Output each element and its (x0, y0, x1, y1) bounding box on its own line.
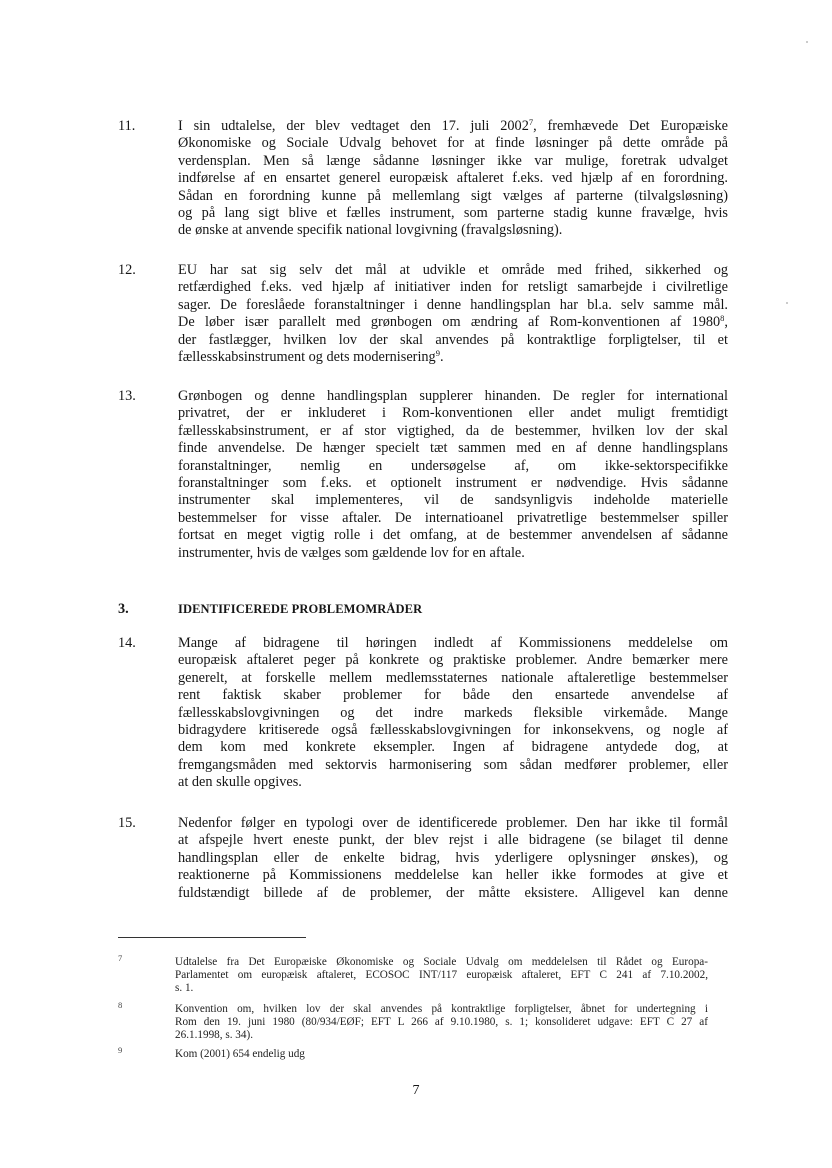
paragraph-body (178, 388, 728, 562)
text-line: Grønbogen og denne handlingsplan supplerer hinanden. De regler for international (178, 388, 728, 404)
text-line: bestemmelser for visse aftaler. De internatioanel privatretlige bestemmelser spiller (178, 509, 728, 526)
paragraph-number: 11. (118, 118, 136, 134)
paragraph-body (178, 118, 728, 240)
text-line: Sådan en forordning kunne på mellemlang sigt vælges af parterne (tilvalgsløsning) (178, 187, 728, 204)
text-line: dem kom med konkrete eksempler. Ingen af bidragene antydede dog, at (178, 739, 728, 756)
text-line: reaktionerne på Kommissionens meddelelse kan heller ikke formodes at give et (178, 867, 728, 884)
text-line: de ønske at anvende specifik national lovgivning (fravalgsløsning). (178, 222, 563, 239)
section-number: 3. (118, 601, 129, 617)
text-segment: I sin udtalelse, der blev vedtaget den 17. juli 2002$^7$, fremhævede Det Europæiske (178, 118, 728, 134)
paragraph-number: 15. (118, 815, 136, 831)
text-line (178, 314, 728, 331)
text-line: foranstaltninger, nemlig en undersøgelse af, om ikke-sektorspecifikke (178, 457, 728, 474)
footnote-line: Parlamentet om europæisk aftaleret, ECOSOC INT/117 europæisk aftaleret, EFT C 241 af 7.10.2002, (175, 969, 708, 982)
paragraph-number: 12. (118, 262, 136, 278)
text-line: europæisk aftaleret peger på konkrete og praktiske problemer. Andre bemærker mere (178, 652, 728, 669)
text-line: at den skulle opgives. (178, 774, 302, 791)
text-line: der fastlægger, hvilken lov der skal anvendes på kontraktlige forpligtelser, til et (178, 331, 728, 348)
text-line: retfærdighed f.eks. ved hjælp af initiativer inden for retsligt samarbejde i civilretlige (178, 279, 728, 296)
footnote-reference: 8 (720, 314, 725, 324)
footnote-mark: 9 (118, 1045, 123, 1055)
footnote-body (175, 1003, 708, 1043)
text-line: finde anvendelse. De hænger specielt tæt sammen med en af denne handlingsplans (178, 440, 728, 457)
footnote-line: s. 1. (175, 982, 194, 995)
text-line: generelt, at forskelle mellem medlemsstaternes nationale aftaleretlige bestemmelser (178, 669, 728, 686)
text-line: privatret, der er inkluderet i Rom-konventionen eller andet muligt fremtidigt (178, 405, 728, 422)
text-line: Nedenfor følger en typologi over de identificerede problemer. Den har ikke til formål (178, 815, 728, 831)
text-segment: fællesskabsinstrument og dets modernisering$^9$. (178, 348, 444, 365)
paragraph-body (178, 262, 728, 366)
text-line (178, 349, 728, 366)
footnote-line: Udtalelse fra Det Europæiske Økonomiske og Sociale Udvalg om meddelelsen til Rådet og Europa- (175, 956, 708, 968)
scan-speck (786, 302, 788, 304)
text-line: Mange af bidragene til høringen indledt af Kommissionens meddelelse om (178, 635, 728, 651)
section-title: IDENTIFICEREDE PROBLEMOMRÅDER (178, 602, 423, 616)
footnote-line: Rom den 19. juni 1980 (80/934/EØF; EFT L 266 af 9.10.1980, s. 1; konsolideret udgave: EFT C 27 af (175, 1016, 708, 1029)
text-line: indførelse af en ensartet generel europæisk aftaleret f.eks. ved hjælp af en forordning. (178, 170, 728, 187)
paragraph-body (178, 815, 728, 902)
text-line: fællesskabslovgivningen og det indre markeds fleksible virkemåde. Mange (178, 704, 728, 721)
footnote-mark: 8 (118, 1000, 123, 1010)
paragraph-body (178, 635, 728, 792)
text-line: fællesskabsinstrument, er af stor vigtighed, da de bestemmer, hvilken lov der skal (178, 422, 728, 439)
paragraph-number: 14. (118, 635, 136, 651)
text-line: EU har sat sig selv det mål at udvikle et område med frihed, sikkerhed og (178, 262, 728, 278)
text-line: foranstaltninger som f.eks. et optionelt instrument er nødvendige. Hvis sådanne (178, 474, 728, 491)
footnote-line: 26.1.1998, s. 34). (175, 1029, 254, 1042)
text-line: fremgangsmåden med sektorvis harmonisering som sådan medfører problemer, eller (178, 756, 728, 773)
text-line: verdensplan. Men så længe sådanne løsninger ikke var mulige, foretrak udvalget (178, 152, 728, 169)
page-number: 7 (412, 1083, 420, 1098)
text-line: sager. De foreslåede foranstaltninger i denne handlingsplan har bl.a. selv samme mål. (178, 296, 728, 313)
footnote-line: Konvention om, hvilken lov der skal anvendes på kontraktlige forpligtelser, åbnet for undertegning i (175, 1003, 708, 1015)
text-line: instrumenter, hvis de vælges som gældende lov for en aftale. (178, 544, 525, 561)
footnote-separator (118, 937, 306, 938)
footnote-reference: 7 (528, 118, 534, 127)
text-line: rent faktisk skaber problemer for både den ensartede anvendelse af (178, 687, 728, 704)
footnote-body (175, 956, 708, 996)
footnote-body (175, 1048, 708, 1061)
text-line: fuldstændigt billede af de problemer, der måtte eksistere. Alligevel kan denne (178, 884, 728, 901)
text-line: instrumenter skal implementeres, vil de sandsynligvis indeholde materielle (178, 492, 728, 509)
text-line (178, 118, 728, 135)
text-line: at afspejle hvert eneste punkt, der blev rejst i alle bidragene (se bilaget til denne (178, 832, 728, 849)
scan-speck (806, 41, 808, 43)
text-segment: De løber især parallelt med grønbogen om ændring af Rom-konventionen af 1980$^8$, (178, 314, 728, 331)
text-line: Økonomiske og Sociale Udvalg behovet for at finde løsninger på dette område på (178, 135, 728, 152)
footnote-mark: 7 (118, 953, 123, 963)
footnote-reference: 9 (435, 348, 440, 358)
footnote-line: Kom (2001) 654 endelig udg (175, 1048, 305, 1060)
text-line: og på lang sigt blive et fælles instrument, som parterne stadig kunne fravælge, hvis (178, 204, 728, 221)
text-line: bidragydere kritiserede også fællesskabslovgivningen for inkonsekvens, og nogle af (178, 721, 728, 738)
text-line: fortsat en meget vigtig rolle i det omfang, at de bestemmer anvendelsen af sådanne (178, 527, 728, 544)
text-line: handlingsplan eller de enkelte bidrag, hvis yderligere oplysninger ønskes), og (178, 849, 728, 866)
paragraph-number: 13. (118, 388, 136, 404)
